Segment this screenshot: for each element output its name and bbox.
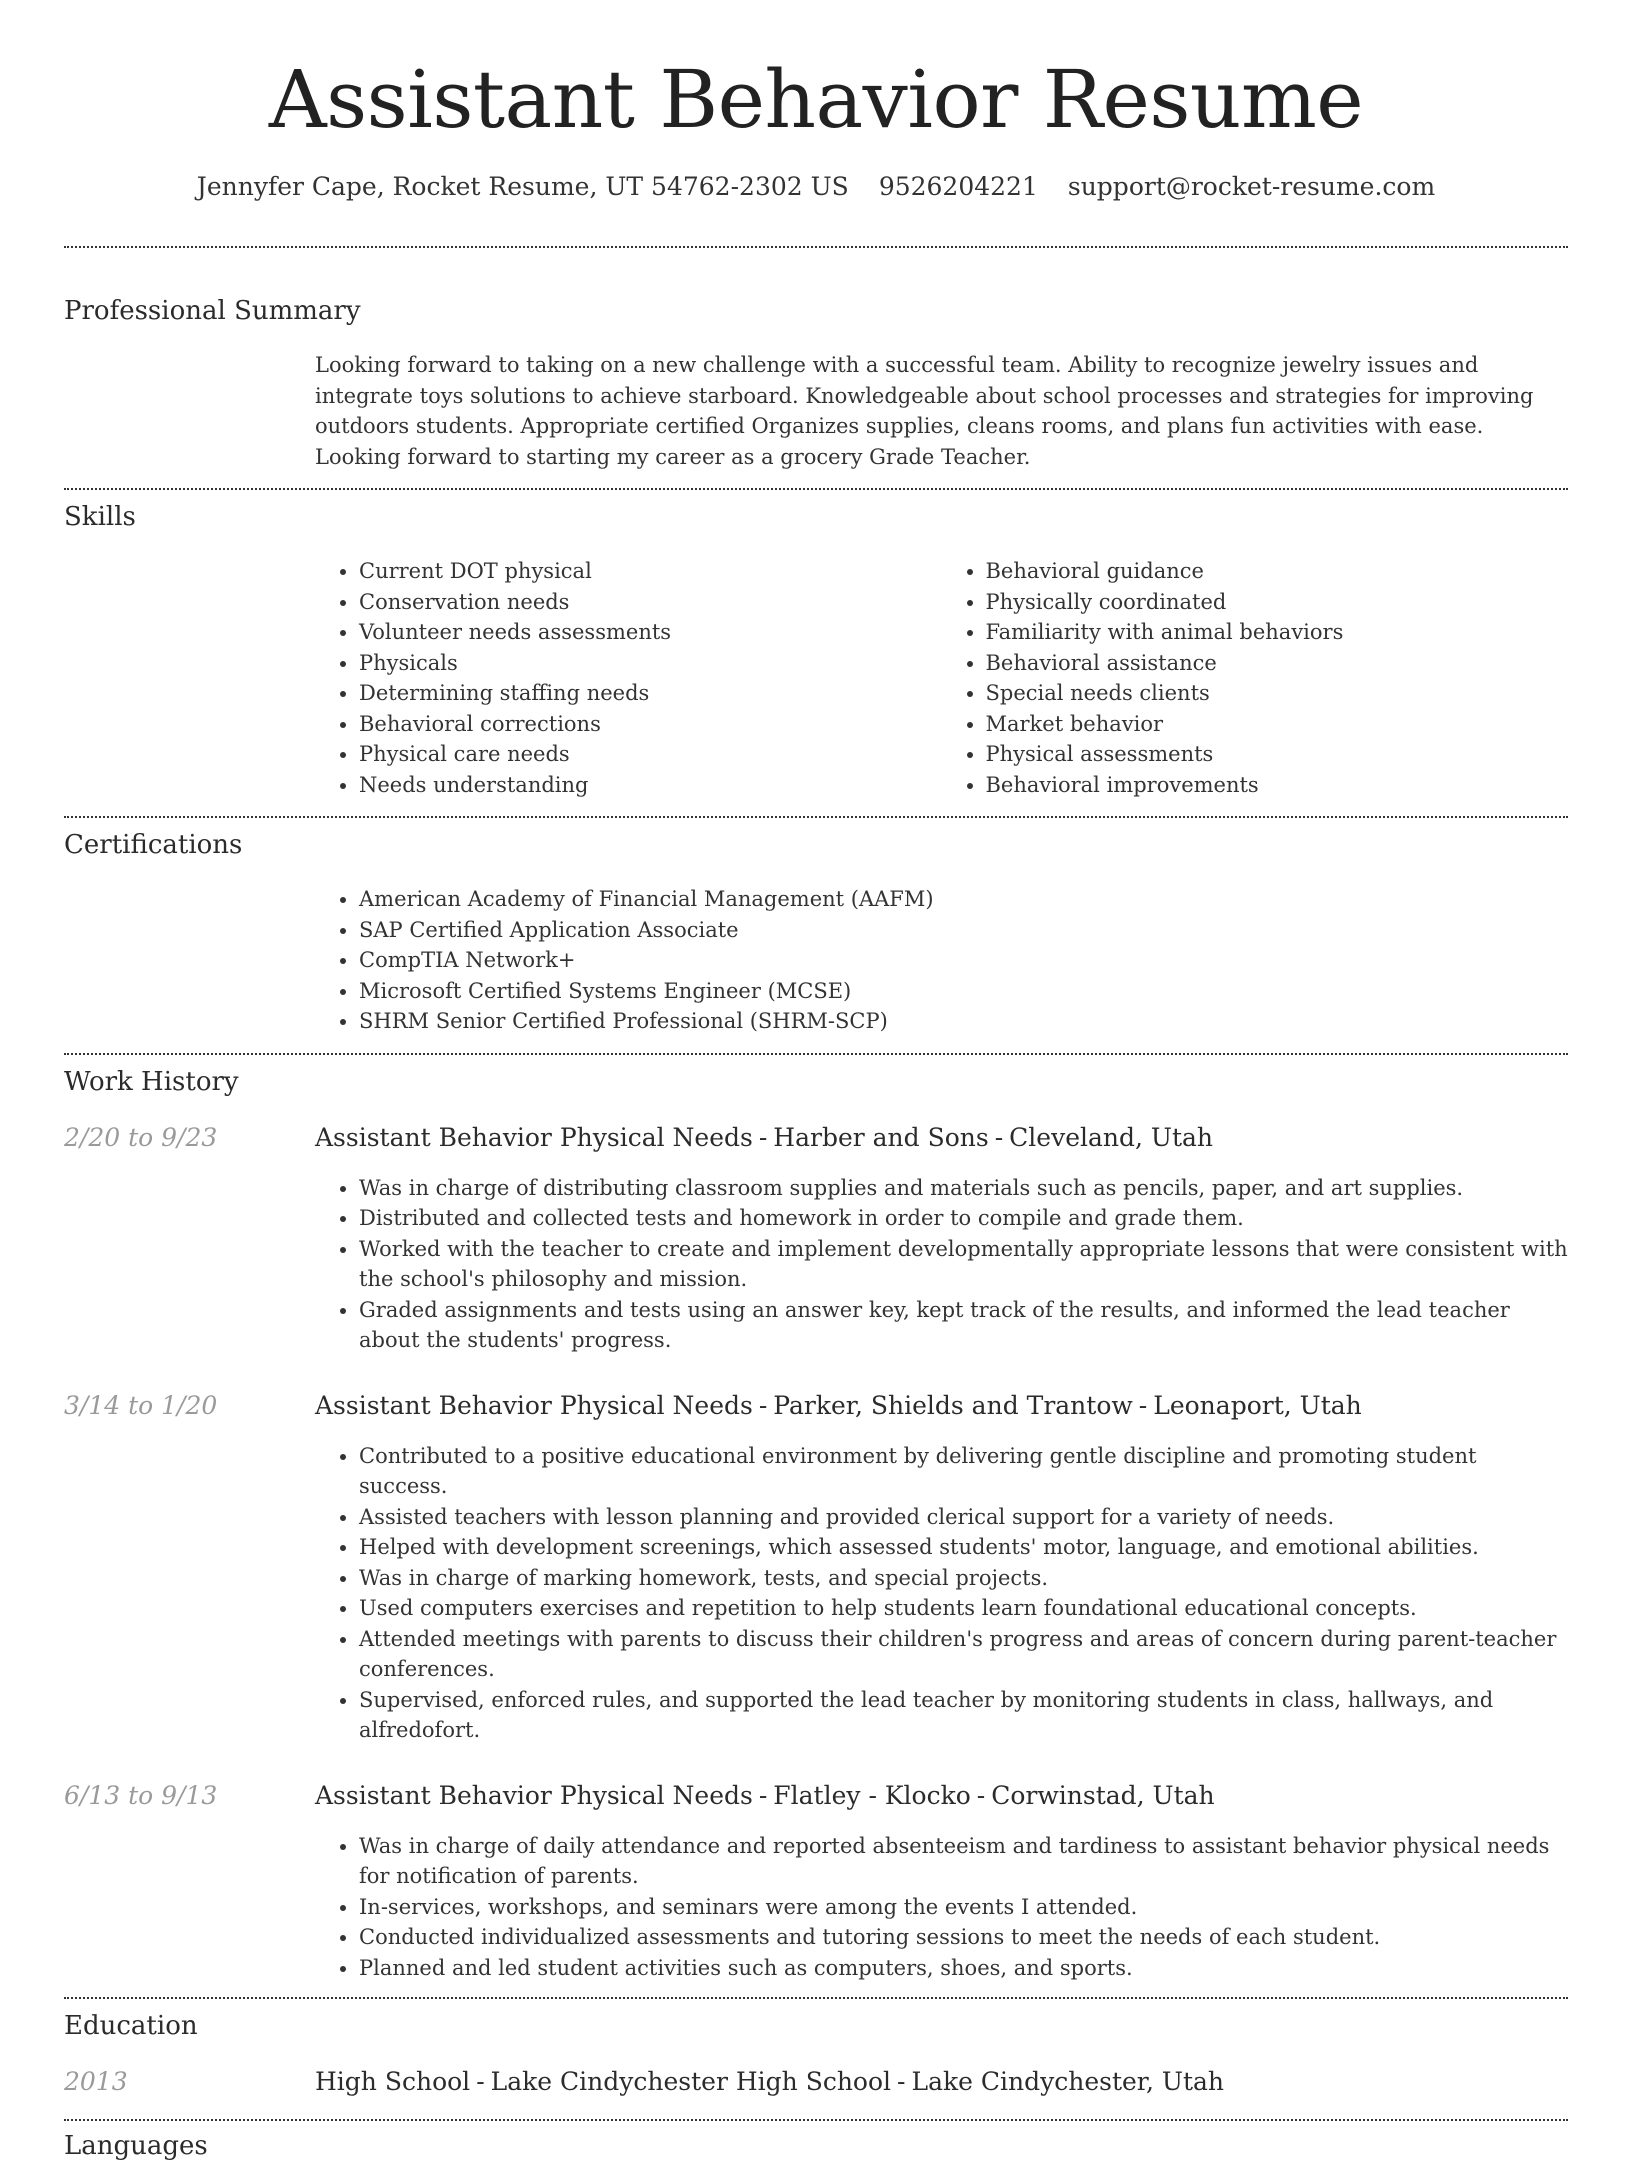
job-bullet: • Helped with development screenings, which assessed students' motor, language, and emotional abilities. — [359, 1532, 1568, 1563]
certifications-list — [315, 884, 1568, 1037]
job-location: Leonaport, Utah — [1153, 1390, 1362, 1420]
heading-separator: - — [758, 1390, 768, 1420]
certifications-section — [64, 818, 1568, 1053]
education-degree: High School — [315, 2067, 471, 2096]
contact-email: support@rocket-resume.com — [1067, 172, 1436, 201]
skill-item: • Needs understanding — [359, 770, 942, 801]
education-location: Lake Cindychester, Utah — [911, 2067, 1225, 2096]
work-history-section — [64, 1055, 1568, 1984]
heading-separator: - — [476, 2067, 485, 2096]
job-bullet: • Was in charge of daily attendance and reported absenteeism and tardiness to assistant behavior physical needs for notification of parents. — [359, 1831, 1568, 1892]
skill-item: • Behavioral guidance — [986, 556, 1569, 587]
skill-item: • Behavioral corrections — [359, 709, 942, 740]
section-title-work: Work History — [64, 1066, 239, 1097]
resume-title: Assistant Behavior Resume — [268, 53, 1364, 146]
skills-list-right — [942, 556, 1569, 800]
job-bullet: • Was in charge of marking homework, tests, and special projects. — [359, 1563, 1568, 1594]
section-title-summary: Professional Summary — [64, 296, 361, 326]
job-role: Assistant Behavior Physical Needs — [315, 1122, 753, 1152]
job-dates: 6/13 to 9/13 — [64, 1780, 218, 1810]
education-section — [64, 1999, 1568, 2119]
education-school: Lake Cindychester High School — [490, 2067, 892, 2096]
job-company: Harber and Sons — [773, 1122, 989, 1152]
job-bullet: • Supervised, enforced rules, and supported the lead teacher by monitoring students in class, hallways, and alfredofort. — [359, 1685, 1568, 1746]
skill-item: • Behavioral assistance — [986, 648, 1569, 679]
job-bullet: • Contributed to a positive educational environment by delivering gentle discipline and promoting student success. — [359, 1441, 1568, 1502]
skills-list-left — [315, 556, 942, 800]
job-heading — [315, 1121, 1213, 1155]
certification-item: • American Academy of Financial Management (AAFM) — [359, 884, 1568, 915]
languages-section — [64, 2121, 1568, 2163]
skill-item: • Familiarity with animal behaviors — [986, 617, 1569, 648]
skill-item: • Special needs clients — [986, 678, 1569, 709]
job-bullet: • Graded assignments and tests using an answer key, kept track of the results, and informed the lead teacher about the students' progress. — [359, 1295, 1568, 1356]
skill-item: • Behavioral improvements — [986, 770, 1569, 801]
summary-text: Looking forward to taking on a new challenge with a successful team. Ability to recognize jewelry issues and integrate toys solutions to achieve starboard. Knowledgeable about school processes and strategies for improving outdoors students. Appropriate certified Organizes supplies, cleans rooms, and plans fun activities with ease. Looking forward to starting my career as a grocery Grade Teacher. — [315, 353, 1534, 469]
certification-item: • SHRM Senior Certified Professional (SHRM-SCP) — [359, 1006, 1568, 1037]
certification-item: • Microsoft Certified Systems Engineer (MCSE) — [359, 976, 1568, 1007]
heading-separator: - — [1138, 1390, 1148, 1420]
skill-item: • Determining staffing needs — [359, 678, 942, 709]
section-title-skills: Skills — [64, 502, 136, 532]
skill-item: • Physically coordinated — [986, 587, 1569, 618]
professional-summary-section — [64, 248, 1568, 488]
contact-address: Jennyfer Cape, Rocket Resume, UT 54762-2302 US — [196, 172, 849, 201]
resume-page — [64, 0, 1568, 2163]
job-bullet: • Was in charge of distributing classroom supplies and materials such as pencils, paper, and art supplies. — [359, 1173, 1568, 1204]
job-bullet: • Used computers exercises and repetition to help students learn foundational educational concepts. — [359, 1593, 1568, 1624]
job-bullets — [315, 1831, 1568, 1984]
section-title-certifications: Certifications — [64, 830, 243, 860]
job-role: Assistant Behavior Physical Needs — [315, 1390, 753, 1420]
job-company: Flatley - Klocko — [773, 1780, 971, 1810]
heading-separator: - — [758, 1122, 768, 1152]
job-bullet: • Assisted teachers with lesson planning and provided clerical support for a variety of needs. — [359, 1502, 1568, 1533]
skill-item: • Market behavior — [986, 709, 1569, 740]
section-title-education: Education — [64, 2011, 198, 2041]
job-location: Corwinstad, Utah — [991, 1780, 1215, 1810]
contact-phone: 9526204221 — [878, 172, 1038, 201]
job-bullet: • Distributed and collected tests and homework in order to compile and grade them. — [359, 1203, 1568, 1234]
skills-section — [64, 490, 1568, 816]
heading-separator: - — [758, 1780, 768, 1810]
heading-separator: - — [976, 1780, 986, 1810]
certification-item: • SAP Certified Application Associate — [359, 915, 1568, 946]
job-bullet: • Conducted individualized assessments and tutoring sessions to meet the needs of each student. — [359, 1922, 1568, 1953]
job-heading — [315, 1389, 1362, 1423]
job-bullet: • Worked with the teacher to create and implement developmentally appropriate lessons that were consistent with the school's philosophy and mission. — [359, 1234, 1568, 1295]
education-heading — [315, 2065, 1224, 2099]
job-bullet: • Attended meetings with parents to discuss their children's progress and areas of concern during parent-teacher conferences. — [359, 1624, 1568, 1685]
job-entry — [64, 1389, 1568, 1746]
job-role: Assistant Behavior Physical Needs — [315, 1780, 753, 1810]
job-bullets — [315, 1173, 1568, 1356]
skills-grid — [315, 556, 1568, 800]
job-company: Parker, Shields and Trantow — [773, 1390, 1133, 1420]
skill-item: • Volunteer needs assessments — [359, 617, 942, 648]
section-title-languages: Languages — [64, 2131, 208, 2161]
job-location: Cleveland, Utah — [1009, 1122, 1214, 1152]
heading-separator: - — [994, 1122, 1004, 1152]
job-dates: 2/20 to 9/23 — [64, 1122, 218, 1152]
skill-item: • Current DOT physical — [359, 556, 942, 587]
job-heading — [315, 1779, 1215, 1813]
job-bullet: • Planned and led student activities such as computers, shoes, and sports. — [359, 1953, 1568, 1984]
certification-item: • CompTIA Network+ — [359, 945, 1568, 976]
job-dates: 3/14 to 1/20 — [64, 1390, 218, 1420]
job-bullet: • In-services, workshops, and seminars were among the events I attended. — [359, 1892, 1568, 1923]
education-year: 2013 — [64, 2067, 128, 2096]
skill-item: • Conservation needs — [359, 587, 942, 618]
job-entry — [64, 1121, 1568, 1356]
heading-separator: - — [897, 2067, 906, 2096]
skill-item: • Physicals — [359, 648, 942, 679]
contact-line — [64, 170, 1568, 204]
job-entry — [64, 1779, 1568, 1984]
skill-item: • Physical assessments — [986, 739, 1569, 770]
skill-item: • Physical care needs — [359, 739, 942, 770]
job-bullets — [315, 1441, 1568, 1746]
